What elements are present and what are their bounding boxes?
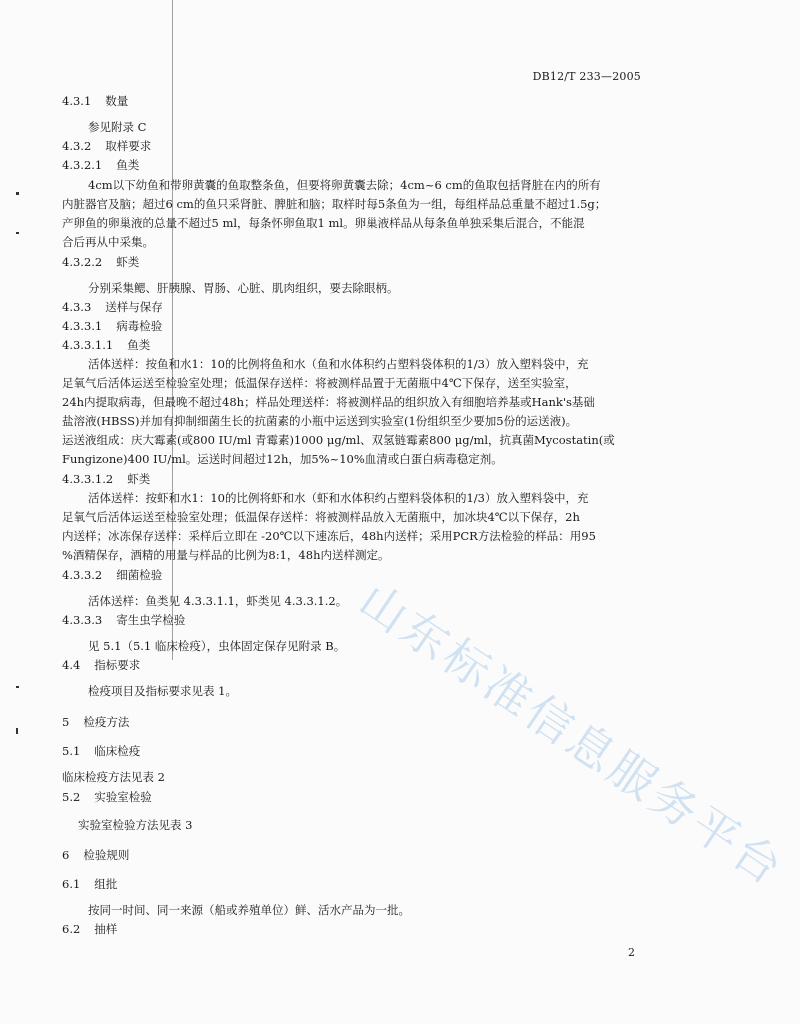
paragraph: 活体送样：鱼类见 4.3.3.1.1，虾类见 4.3.3.1.2。 bbox=[88, 594, 348, 608]
watermark-text: 山东标准信息服务平台 bbox=[349, 572, 795, 897]
section-heading bbox=[62, 715, 129, 730]
section-number: 5 bbox=[62, 715, 70, 729]
section-title: 检疫方法 bbox=[83, 715, 130, 729]
paragraph-line: 24h内提取病毒，但最晚不超过48h；样品处理送样：将被测样品的组织放入有细胞培养基或Hank's基础 bbox=[62, 395, 595, 409]
section-number: 4.4 bbox=[62, 658, 81, 672]
paragraph: 检疫项目及指标要求见表 1。 bbox=[88, 684, 237, 698]
section-number: 5.1 bbox=[62, 744, 81, 758]
section-heading bbox=[62, 338, 150, 353]
section-number: 4.3.2.1 bbox=[62, 158, 103, 172]
section-title: 实验室检验 bbox=[94, 790, 152, 804]
section-heading bbox=[62, 848, 129, 863]
section-number: 6.1 bbox=[62, 877, 81, 891]
section-number: 5.2 bbox=[62, 790, 81, 804]
section-number: 4.3.3.1.2 bbox=[62, 472, 114, 486]
section-title: 病毒检验 bbox=[116, 319, 163, 333]
paragraph-line: 产卵鱼的卵巢液的总量不超过5 ml，每条怀卵鱼取1 ml。卵巢液样品从每条鱼单独采集后混合，不能混 bbox=[62, 216, 585, 230]
section-title: 数量 bbox=[105, 94, 129, 108]
scan-dot bbox=[16, 192, 19, 195]
paragraph-line: %酒精保存，酒精的用量与样品的比例为8:1，48h内送样测定。 bbox=[62, 548, 390, 562]
paragraph: 按同一时间、同一来源（船或养殖单位）鲜、活水产品为一批。 bbox=[88, 903, 410, 917]
paragraph-line: 合后再从中采集。 bbox=[62, 235, 154, 249]
paragraph-line: 4cm以下幼鱼和带卵黄囊的鱼取整条鱼，但要将卵黄囊去除；4cm~6 cm的鱼取包括肾脏在内的所有 bbox=[88, 178, 601, 192]
section-number: 4.3.3.1 bbox=[62, 319, 103, 333]
section-number: 4.3.3.3 bbox=[62, 613, 103, 627]
section-title: 抽样 bbox=[94, 922, 118, 936]
page-number: 2 bbox=[628, 946, 635, 959]
section-title: 虾类 bbox=[127, 472, 151, 486]
section-title: 检验规则 bbox=[83, 848, 130, 862]
section-title: 组批 bbox=[94, 877, 118, 891]
section-number: 4.3.3 bbox=[62, 300, 92, 314]
section-number: 4.3.3.1.1 bbox=[62, 338, 114, 352]
section-heading bbox=[62, 568, 162, 583]
paragraph-line: Fungizone)400 IU/ml。运送时间超过12h，加5%~10%血清或白蛋白病毒稳定剂。 bbox=[62, 452, 503, 466]
section-number: 4.3.1 bbox=[62, 94, 92, 108]
standard-number: DB12/T 233—2005 bbox=[532, 70, 641, 83]
paragraph-line: 内脏器官及脑；超过6 cm的鱼只采肾脏、脾脏和脑；取样时每5条鱼为一组，每组样品总重量不超过1.5g； bbox=[62, 197, 607, 211]
section-heading bbox=[62, 922, 117, 937]
section-heading bbox=[62, 877, 117, 892]
section-number: 4.3.2 bbox=[62, 139, 92, 153]
scan-dot bbox=[16, 728, 18, 734]
section-title: 指标要求 bbox=[94, 658, 141, 672]
section-title: 细菌检验 bbox=[116, 568, 163, 582]
paragraph: 临床检疫方法见表 2 bbox=[62, 770, 165, 784]
section-title: 取样要求 bbox=[105, 139, 152, 153]
section-heading bbox=[62, 613, 185, 628]
section-title: 寄生虫学检验 bbox=[116, 613, 186, 627]
paragraph-line: 活体送样：按鱼和水1：10的比例将鱼和水（鱼和水体积约占塑料袋体积的1/3）放入塑料袋中，充 bbox=[88, 357, 589, 371]
section-number: 6 bbox=[62, 848, 70, 862]
paragraph-line: 活体送样：按虾和水1：10的比例将虾和水（虾和水体积约占塑料袋体积的1/3）放入塑料袋中，充 bbox=[88, 491, 589, 505]
paragraph: 分别采集鳃、肝胰腺、胃肠、心脏、肌肉组织，要去除眼柄。 bbox=[88, 281, 399, 295]
section-heading bbox=[62, 300, 163, 315]
paragraph-line: 盐溶液(HBSS)并加有抑制细菌生长的抗菌素的小瓶中运送到实验室(1份组织至少要加5份的运送液)。 bbox=[62, 414, 578, 428]
section-title: 临床检疫 bbox=[94, 744, 141, 758]
scan-dot bbox=[16, 686, 19, 688]
paragraph: 见 5.1（5.1 临床检疫），虫体固定保存见附录 B。 bbox=[88, 639, 346, 653]
section-heading bbox=[62, 255, 139, 270]
section-number: 6.2 bbox=[62, 922, 81, 936]
paragraph: 实验室检验方法见表 3 bbox=[78, 818, 193, 832]
paragraph: 参见附录 C bbox=[88, 120, 147, 134]
section-heading bbox=[62, 744, 140, 759]
section-title: 鱼类 bbox=[127, 338, 151, 352]
section-heading bbox=[62, 139, 151, 154]
section-number: 4.3.2.2 bbox=[62, 255, 103, 269]
section-heading bbox=[62, 658, 140, 673]
section-heading bbox=[62, 94, 128, 109]
scan-dot bbox=[16, 232, 19, 234]
paragraph-line: 内送样；冰冻保存送样：采样后立即在 -20℃以下速冻后，48h内送样；采用PCR方法检验的样品：用95 bbox=[62, 529, 596, 543]
section-number: 4.3.3.2 bbox=[62, 568, 103, 582]
paragraph-line: 足氧气后活体运送至检验室处理；低温保存送样：将被测样品放入无菌瓶中，加冰块4℃以下保存，2h bbox=[62, 510, 580, 524]
section-title: 鱼类 bbox=[116, 158, 140, 172]
section-heading bbox=[62, 319, 162, 334]
section-title: 送样与保存 bbox=[105, 300, 163, 314]
paragraph-line: 运送液组成：庆大霉素(或800 IU/ml 青霉素)1000 μg/ml、双氢链霉素800 μg/ml，抗真菌Mycostatin(或 bbox=[62, 433, 615, 447]
section-heading bbox=[62, 790, 152, 805]
section-title: 虾类 bbox=[116, 255, 140, 269]
section-heading bbox=[62, 158, 139, 173]
paragraph-line: 足氧气后活体运送至检验室处理；低温保存送样：将被测样品置于无菌瓶中4℃下保存，送至实验室， bbox=[62, 376, 577, 390]
section-heading bbox=[62, 472, 150, 487]
